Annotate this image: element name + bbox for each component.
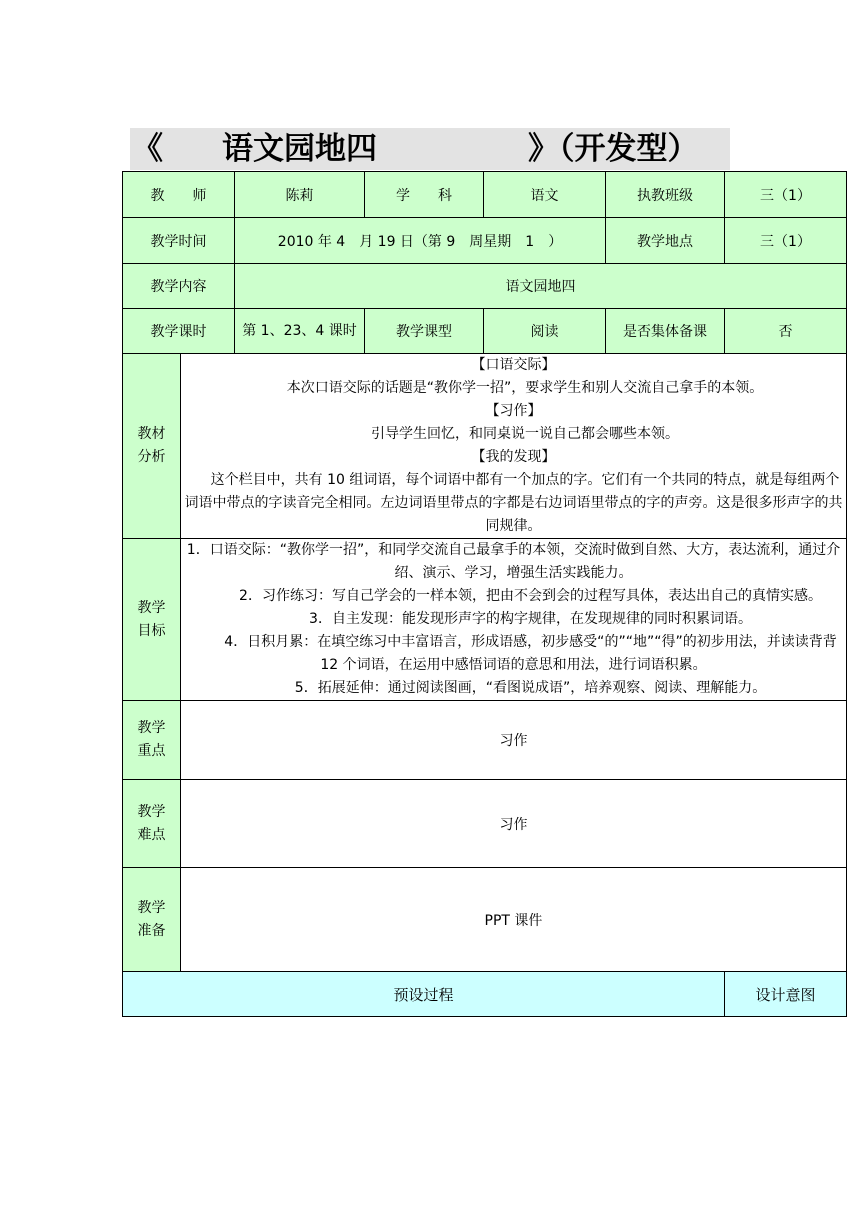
focus-value: 习作 [181,701,847,780]
subject-label: 学 科 [365,172,484,218]
table-row-focus [123,701,847,780]
goals-label [123,539,181,701]
place-label: 教学地点 [606,218,725,264]
difficulty-label-line1: 教学 [137,803,166,820]
lesson-plan-table [122,171,847,1017]
type-value: 阅读 [484,309,606,354]
page-title [130,128,730,170]
content-label: 教学内容 [123,264,235,309]
content-value: 语文园地四 [235,264,847,309]
analysis-heading-writing: 【习作】 [485,403,542,419]
group-value: 否 [725,309,847,354]
table-row-teacher [123,172,847,218]
table-row-goals [123,539,847,701]
subject-value: 语文 [484,172,606,218]
goals-label-line1: 教学 [137,599,166,616]
prep-label-line1: 教学 [137,899,166,916]
title-lesson-type: 》（开发型） [528,131,699,167]
goals-label-line2: 目标 [137,622,166,639]
table-row-prep [123,868,847,972]
analysis-heading-discovery: 【我的发现】 [471,449,556,465]
goal-item-4: 4．日积月累：在填空练习中丰富语言，形成语感，初步感受“的”“地”“得”的初步用法，并读读背背 12 个词语，在运用中感悟词语的意思和用法，进行词语积累。 [224,634,837,673]
teacher-label: 教 师 [123,172,235,218]
goal-item-1: 1．口语交际：“教你学一招”，和同学交流自己最拿手的本领，交流时做到自然、大方，表达流利，通过介绍、演示、学习，增强生活实践能力。 [186,542,841,581]
focus-label-line1: 教学 [137,720,166,736]
analysis-text-discovery: 这个栏目中，共有 10 组词语，每个词语中都有一个加点的字。它们有一个共同的特点，就是每组两个词语中带点的字读音完全相同。左边词语里带点的字都是右边词语里带点的字的声旁。这是很多形声字的共同规律。 [184,472,843,534]
difficulty-label [123,780,181,868]
focus-label [123,701,181,780]
table-row-difficulty [123,780,847,868]
teacher-value: 陈莉 [235,172,365,218]
table-row-analysis [123,354,847,539]
analysis-label [123,354,181,539]
intent-header: 设计意图 [725,972,847,1017]
analysis-content [181,354,847,539]
table-row-content [123,264,847,309]
difficulty-label-line2: 难点 [137,826,166,843]
analysis-label-line2: 分析 [137,449,166,465]
focus-label-line2: 重点 [137,743,166,759]
title-lesson-name: 语文园地四 [222,131,377,167]
analysis-label-line1: 教材 [137,426,166,442]
table-row-footer [123,972,847,1017]
goal-item-2: 2．习作练习：写自己学会的一样本领，把由不会到会的过程写具体，表达出自己的真情实感。 [239,588,822,604]
process-header: 预设过程 [123,972,725,1017]
difficulty-value: 习作 [181,780,847,868]
table-row-hours [123,309,847,354]
table-row-time [123,218,847,264]
place-value: 三（1） [725,218,847,264]
prep-label [123,868,181,972]
hours-value: 第 1、23、4 课时 [235,309,365,354]
class-value: 三（1） [725,172,847,218]
goal-item-3: 3．自主发现：能发现形声字的构字规律，在发现规律的同时积累词语。 [309,611,752,627]
goal-item-5: 5．拓展延伸：通过阅读图画，“看图说成语”，培养观察、阅读、理解能力。 [294,680,767,696]
time-label: 教学时间 [123,218,235,264]
hours-label: 教学课时 [123,309,235,354]
time-value: 2010 年 4 月 19 日（第 9 周星期 1 ） [235,218,606,264]
analysis-text-writing: 引导学生回忆，和同桌说一说自己都会哪些本领。 [371,426,679,442]
type-label: 教学课型 [365,309,484,354]
analysis-heading-oral: 【口语交际】 [471,357,556,373]
goals-content [181,539,847,701]
title-left-bracket: 《 [132,131,163,167]
prep-value: PPT 课件 [181,868,847,972]
class-label: 执教班级 [606,172,725,218]
analysis-text-oral: 本次口语交际的话题是“教你学一招”，要求学生和别人交流自己拿手的本领。 [286,380,764,396]
prep-label-line2: 准备 [137,922,166,939]
group-label: 是否集体备课 [606,309,725,354]
